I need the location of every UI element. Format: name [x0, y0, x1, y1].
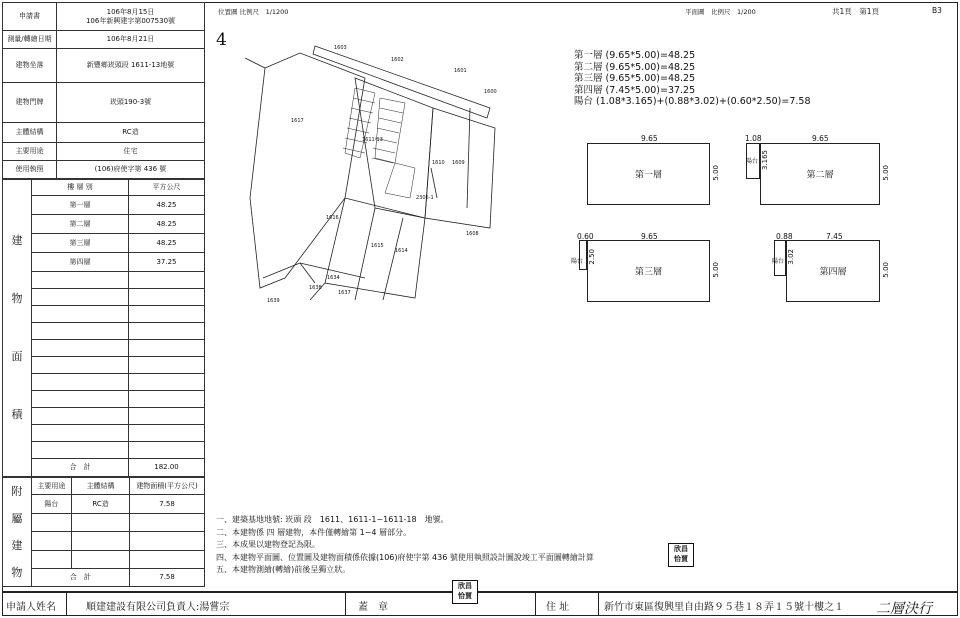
address-value: 新竹市東區復興里自由路９５巷１８弄１５號十樓之１: [604, 602, 844, 613]
application-value: [57, 3, 205, 31]
floor-plan-2: [760, 143, 880, 205]
annex-vertical-label: [3, 478, 32, 587]
floor-plan-label: 第四層: [819, 267, 847, 278]
doorplate-value: 崁頭190-3號: [57, 83, 205, 123]
balcony-side-dim: 3.165: [761, 150, 769, 171]
calc-line: 陽台 (1.08*3.165)+(0.88*3.02)+(0.60*2.50)=7.58: [574, 96, 811, 107]
annex-char-4: 物: [11, 566, 23, 579]
dimension-top: 7.45: [826, 232, 843, 241]
annex-struct: RC造: [72, 495, 130, 514]
applicant-label: 申請人姓名: [6, 602, 56, 613]
structure-label: 主體結構: [3, 123, 57, 143]
floor-name: 第三層: [32, 234, 129, 253]
building-char-3: 面: [11, 350, 23, 363]
building-char-1: 建: [11, 234, 23, 247]
floor-plan-header: 平面圖 比例尺 1/200: [685, 8, 756, 16]
annex-area-header: 建物面積(平方公尺): [130, 478, 205, 495]
floor-area: 37.25: [129, 253, 205, 272]
dimension-top: 9.65: [641, 232, 658, 241]
building-area-vertical-label: [3, 180, 32, 477]
note-line: 三、本成果以建物登記為限。: [216, 540, 320, 549]
floor-plan-label: 第二層: [806, 170, 834, 181]
annex-struct-header: 主體結構: [72, 478, 130, 495]
seal-label: 蓋 章: [358, 602, 388, 613]
parcel-label: 1600: [484, 89, 497, 95]
annex-char-3: 建: [11, 539, 23, 552]
parcel-label: 1634: [327, 275, 340, 281]
note-line: 二、本建物係 四 層建物，本件僅轉繪第 1~4 層部分。: [216, 527, 412, 537]
floor-area: 48.25: [129, 196, 205, 215]
balcony-top-dim: 0.60: [577, 232, 594, 241]
location-plan-map: [205, 38, 505, 308]
survey-date-value: 106年8月21日: [57, 31, 205, 49]
calc-line: 第二層 (9.65*5.00)=48.25: [574, 61, 696, 73]
parcel-label: 1602: [391, 57, 404, 63]
location-label: 建物坐落: [3, 49, 57, 83]
balcony-side-dim: 2.50: [588, 249, 596, 265]
balcony-side-dim: 3.02: [787, 249, 795, 265]
dimension-side: 5.00: [882, 262, 890, 278]
building-area-table: [2, 179, 205, 477]
use-label: 主要用途: [3, 143, 57, 161]
parcel-label: 1609: [452, 160, 465, 166]
total-label: 合 計: [32, 459, 129, 477]
floor-header: 樓 層 別: [32, 180, 129, 196]
dimension-side: 5.00: [712, 165, 720, 181]
dimension-side: 5.00: [712, 262, 720, 278]
balcony-top-dim: 0.88: [776, 232, 793, 241]
seal-stamp: 欣昌 恰賈: [452, 580, 478, 604]
parcel-label: 1639: [267, 298, 280, 304]
application-label: 申請書: [3, 3, 57, 31]
balcony-label: 陽台: [772, 258, 785, 265]
building-char-4: 積: [11, 408, 23, 421]
applicant-value: 順建建設有限公司負責人:湯嘗宗: [86, 602, 230, 613]
calc-line: 第三層 (9.65*5.00)=48.25: [574, 73, 696, 84]
area-header: 平方公尺: [129, 180, 205, 196]
balcony-3: [579, 240, 587, 270]
survey-date-label: 測量/轉繪日期: [3, 31, 57, 49]
parcel-label: 1615: [371, 243, 384, 249]
note-line: 一、建築基地地號: 崁頭 段 1611、1611-1~1611-18 地號。: [216, 515, 449, 524]
address-label: 住 址: [546, 602, 570, 613]
balcony-label: 陽台: [746, 158, 759, 165]
floor-plan-1: [587, 143, 710, 205]
floor-plan-label: 第一層: [634, 170, 662, 181]
license-value: (106)府使字第 436 號: [57, 161, 205, 179]
floor-area: 48.25: [129, 234, 205, 253]
page-indicator: 共1頁 第1頁: [832, 7, 880, 16]
license-label: 使用執照: [3, 161, 57, 179]
doorplate-label: 建物門牌: [3, 83, 57, 123]
handwritten-note: 二層決行: [876, 601, 932, 617]
application-number: 106年新興建字第007530號: [85, 16, 176, 25]
floor-plan-3: [587, 240, 710, 302]
calc-line: 第一層 (9.65*5.00)=48.25: [574, 50, 696, 61]
floor-plan-label: 第三層: [634, 267, 662, 278]
building-char-2: 物: [11, 292, 23, 305]
note-line: 四、本建物平面圖、位置圖及建物面積係依據(106)府使字第 436 號使用執照設計圖說竣工平面圖轉繪計算: [216, 552, 594, 562]
floor-plan-4: [786, 240, 880, 302]
note-line: 五、本建物測繪(轉繪)前後呈獨立狀。: [216, 565, 351, 574]
sheet-number: B3: [932, 6, 942, 15]
floor-name: 第一層: [32, 196, 129, 215]
parcel-label: 2306-1: [416, 195, 434, 201]
balcony-top-dim: 1.08: [745, 134, 762, 143]
floor-name: 第四層: [32, 253, 129, 272]
parcel-label: 1601: [454, 68, 467, 74]
parcel-label: 1638: [309, 285, 322, 291]
dimension-side: 5.00: [882, 165, 890, 181]
application-date: 106年8月15日: [106, 7, 155, 16]
balcony-label: 陽台: [571, 258, 584, 265]
building-info-table: [2, 2, 205, 587]
location-plan-header: 位置圖 比例尺 1/1200: [218, 8, 289, 16]
parcel-label: 1616: [326, 215, 339, 221]
surveyor-stamp: 欣昌 恰賈: [668, 543, 694, 567]
annex-use: 陽台: [31, 495, 71, 514]
use-value: 住宅: [57, 143, 205, 161]
dimension-top: 9.65: [641, 134, 658, 143]
floor-area: 48.25: [129, 215, 205, 234]
annex-char-1: 附: [11, 485, 23, 498]
annex-table: [2, 477, 205, 587]
annex-total-value: 7.58: [130, 568, 205, 586]
notes-block: [216, 514, 594, 577]
calc-line: 第四層 (7.45*5.00)=37.25: [574, 84, 696, 96]
annex-char-2: 屬: [11, 512, 23, 525]
north-arrow: 4: [216, 30, 227, 50]
location-value: 新豐鄉崁頭段 1611-13地號: [57, 49, 205, 83]
total-value: 182.00: [129, 459, 205, 477]
parcel-label: 1614: [395, 248, 408, 254]
structure-value: RC造: [57, 123, 205, 143]
annex-total-label: 合 計: [31, 568, 129, 586]
parcel-label: 1611-13: [362, 137, 383, 143]
dimension-top: 9.65: [812, 134, 829, 143]
parcel-label: 1617: [291, 118, 304, 124]
annex-use-header: 主要用途: [31, 478, 71, 495]
parcel-label: 1610: [432, 160, 445, 166]
parcel-label: 1603: [334, 45, 347, 51]
parcel-label: 1608: [466, 231, 479, 237]
annex-area: 7.58: [130, 495, 205, 514]
area-calculations: [574, 50, 811, 108]
parcel-label: 1637: [338, 290, 351, 296]
floor-name: 第二層: [32, 215, 129, 234]
